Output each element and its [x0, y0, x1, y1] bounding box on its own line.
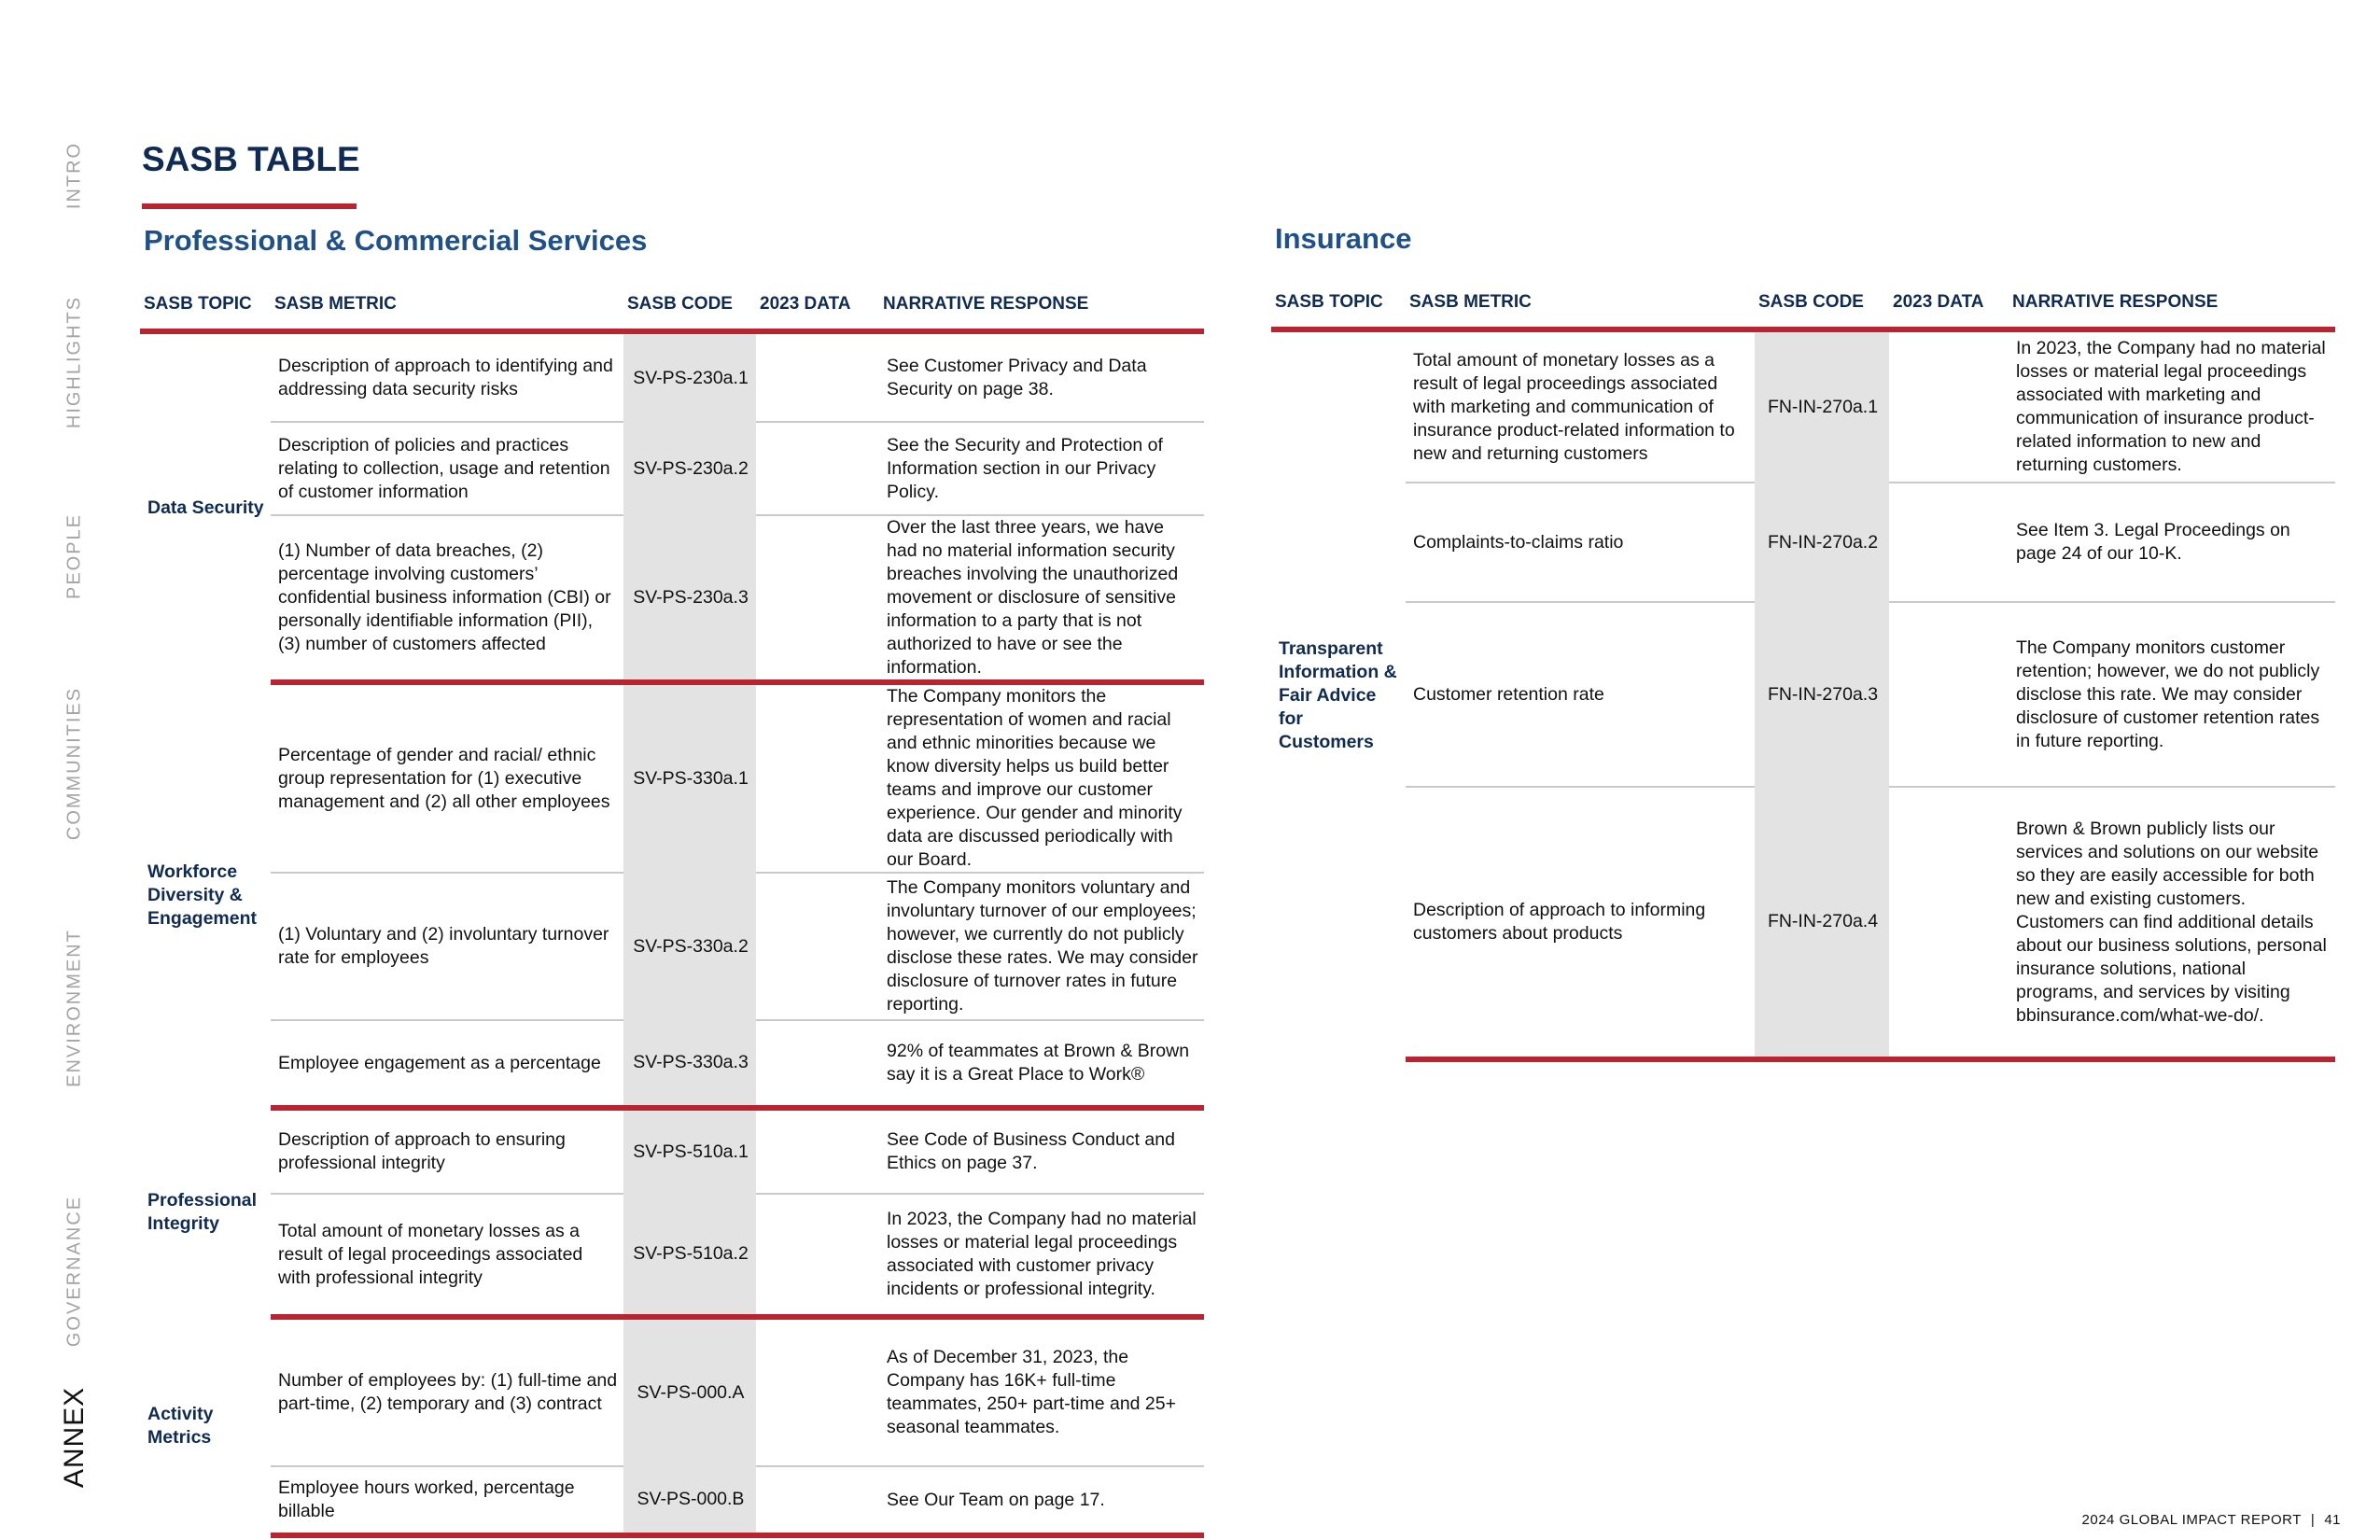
header-data: 2023 DATA	[1889, 278, 2009, 329]
metric-cell: (1) Voluntary and (2) involuntary turnover rate for employees	[271, 873, 623, 1020]
code-cell: SV-PS-330a.3	[623, 1020, 756, 1108]
narrative-cell: See Customer Privacy and Data Security on page 38.	[879, 331, 1204, 422]
title-rule	[142, 203, 357, 209]
table-row	[1271, 787, 2335, 1059]
data-cell	[1889, 329, 2009, 483]
insurance-section-title: Insurance	[1275, 222, 1412, 255]
data-cell	[1889, 787, 2009, 1059]
side-nav-communities[interactable]: COMMUNITIES	[63, 686, 85, 841]
table-row	[140, 1317, 1204, 1466]
header-code: SASB CODE	[1755, 278, 1889, 329]
footer-report-title: 2024 GLOBAL IMPACT REPORT	[2081, 1512, 2302, 1528]
side-nav-environment[interactable]: ENVIRONMENT	[63, 929, 85, 1087]
metric-cell: Total amount of monetary losses as a result of legal proceedings associated with marketing and communication of insurance product-related information to new and returning customers	[1406, 329, 1755, 483]
code-cell: SV-PS-230a.3	[623, 515, 756, 682]
side-nav-governance[interactable]: GOVERNANCE	[63, 1195, 85, 1348]
page-number: 41	[2324, 1512, 2341, 1528]
data-cell	[756, 873, 879, 1020]
data-cell	[756, 1194, 879, 1317]
metric-cell: Complaints-to-claims ratio	[1406, 483, 1755, 602]
code-cell: SV-PS-330a.2	[623, 873, 756, 1020]
narrative-cell: The Company monitors the representation of women and racial and ethnic minorities because we know diversity helps us build better teams and improve our customer experience. Our gender and minority data are discussed periodically with our Board.	[879, 682, 1204, 873]
pcs-header-row	[140, 280, 1204, 331]
code-cell: SV-PS-000.A	[623, 1317, 756, 1466]
narrative-cell: See Item 3. Legal Proceedings on page 24 of our 10-K.	[2009, 483, 2335, 602]
table-row	[1271, 483, 2335, 602]
table-row	[140, 1108, 1204, 1194]
header-metric: SASB METRIC	[1406, 278, 1755, 329]
data-cell	[756, 1466, 879, 1535]
metric-cell: Customer retention rate	[1406, 602, 1755, 787]
table-row	[1271, 602, 2335, 787]
side-nav-annex[interactable]: ANNEX	[59, 1386, 90, 1489]
topic-activity-metrics: Activity Metrics	[147, 1404, 214, 1448]
narrative-cell: See the Security and Protection of Information section in our Privacy Policy.	[879, 422, 1204, 515]
table-row	[140, 1194, 1204, 1317]
table-row	[140, 515, 1204, 682]
header-topic: SASB TOPIC	[140, 280, 271, 331]
narrative-cell: The Company monitors customer retention; however, we do not publicly disclose this rate. We may consider disclosure of customer retention rates in future reporting.	[2009, 602, 2335, 787]
topic-transparent-information: Transparent Information & Fair Advice for Customers	[1279, 638, 1397, 752]
table-row	[140, 331, 1204, 422]
metric-cell: (1) Number of data breaches, (2) percentage involving customers’ confidential business information (CBI) or personally identifiable information (PII), (3) number of customers affected	[271, 515, 623, 682]
footer-separator: |	[2310, 1512, 2316, 1528]
table-row	[140, 682, 1204, 873]
topic-data-security: Data Security	[147, 497, 264, 518]
table-row	[1271, 329, 2335, 483]
insurance-section	[1271, 222, 2335, 1062]
data-cell	[756, 1020, 879, 1108]
narrative-cell: Over the last three years, we have had no material information security breaches involving the unauthorized movement or disclosure of sensitive information to a party that is not authorized to have or see the information.	[879, 515, 1204, 682]
data-cell	[756, 331, 879, 422]
data-cell	[756, 1317, 879, 1466]
topic-workforce-diversity: Workforce Diversity & Engagement	[147, 861, 258, 929]
narrative-cell: See Code of Business Conduct and Ethics on page 37.	[879, 1108, 1204, 1194]
table-row	[140, 1020, 1204, 1108]
insurance-table	[1271, 278, 2335, 1062]
narrative-cell: As of December 31, 2023, the Company has 16K+ full-time teammates, 250+ part-time and 25+ seasonal teammates.	[879, 1317, 1204, 1466]
code-cell: SV-PS-230a.1	[623, 331, 756, 422]
metric-cell: Total amount of monetary losses as a result of legal proceedings associated with professional integrity	[271, 1194, 623, 1317]
code-cell: FN-IN-270a.4	[1755, 787, 1889, 1059]
data-cell	[756, 1108, 879, 1194]
header-narrative: NARRATIVE RESPONSE	[2009, 278, 2335, 329]
insurance-header-row	[1271, 278, 2335, 329]
header-metric: SASB METRIC	[271, 280, 623, 331]
code-cell: FN-IN-270a.3	[1755, 602, 1889, 787]
data-cell	[756, 682, 879, 873]
code-cell: FN-IN-270a.2	[1755, 483, 1889, 602]
code-cell: SV-PS-510a.2	[623, 1194, 756, 1317]
data-cell	[1889, 483, 2009, 602]
header-narrative: NARRATIVE RESPONSE	[879, 280, 1204, 331]
code-cell: SV-PS-230a.2	[623, 422, 756, 515]
code-cell: FN-IN-270a.1	[1755, 329, 1889, 483]
data-cell	[1889, 602, 2009, 787]
header-topic: SASB TOPIC	[1271, 278, 1406, 329]
metric-cell: Employee engagement as a percentage	[271, 1020, 623, 1108]
metric-cell: Percentage of gender and racial/ ethnic group representation for (1) executive management and (2) all other employees	[271, 682, 623, 873]
code-cell: SV-PS-330a.1	[623, 682, 756, 873]
side-nav-highlights[interactable]: HIGHLIGHTS	[63, 295, 85, 429]
narrative-cell: The Company monitors voluntary and involuntary turnover of our employees; however, we currently do not publicly disclose these rates. We may consider disclosure of turnover rates in future reporting.	[879, 873, 1204, 1020]
header-code: SASB CODE	[623, 280, 756, 331]
header-data: 2023 DATA	[756, 280, 879, 331]
data-cell	[756, 515, 879, 682]
narrative-cell: See Our Team on page 17.	[879, 1466, 1204, 1535]
data-cell	[756, 422, 879, 515]
side-nav-people[interactable]: PEOPLE	[63, 512, 85, 600]
table-row	[140, 873, 1204, 1020]
topic-professional-integrity: Professional Integrity	[147, 1190, 258, 1234]
narrative-cell: 92% of teammates at Brown & Brown say it is a Great Place to Work®	[879, 1020, 1204, 1108]
metric-cell: Number of employees by: (1) full-time and part-time, (2) temporary and (3) contract	[271, 1317, 623, 1466]
metric-cell: Description of approach to identifying and addressing data security risks	[271, 331, 623, 422]
pcs-table	[140, 280, 1204, 1538]
pcs-section-title: Professional & Commercial Services	[144, 224, 648, 257]
code-cell: SV-PS-000.B	[623, 1466, 756, 1535]
code-cell: SV-PS-510a.1	[623, 1108, 756, 1194]
side-nav-intro[interactable]: INTRO	[63, 141, 85, 210]
table-row	[140, 422, 1204, 515]
narrative-cell: Brown & Brown publicly lists our services and solutions on our website so they are easily accessible for both new and existing customers. Customers can find additional details about our business solutions, personal insurance solutions, national programs, and services by visiting bbinsurance.com/what-we-do/.	[2009, 787, 2335, 1059]
metric-cell: Description of policies and practices relating to collection, usage and retention of customer information	[271, 422, 623, 515]
pcs-section	[140, 224, 1204, 1538]
table-row	[140, 1466, 1204, 1535]
page-footer	[2082, 1512, 2341, 1528]
narrative-cell: In 2023, the Company had no material losses or material legal proceedings associated with customer privacy incidents or professional integrity.	[879, 1194, 1204, 1317]
metric-cell: Employee hours worked, percentage billable	[271, 1466, 623, 1535]
page-title: SASB TABLE	[142, 140, 360, 178]
metric-cell: Description of approach to ensuring professional integrity	[271, 1108, 623, 1194]
narrative-cell: In 2023, the Company had no material losses or material legal proceedings associated with marketing and communication of insurance product-related information to new and returning customers.	[2009, 329, 2335, 483]
metric-cell: Description of approach to informing customers about products	[1406, 787, 1755, 1059]
